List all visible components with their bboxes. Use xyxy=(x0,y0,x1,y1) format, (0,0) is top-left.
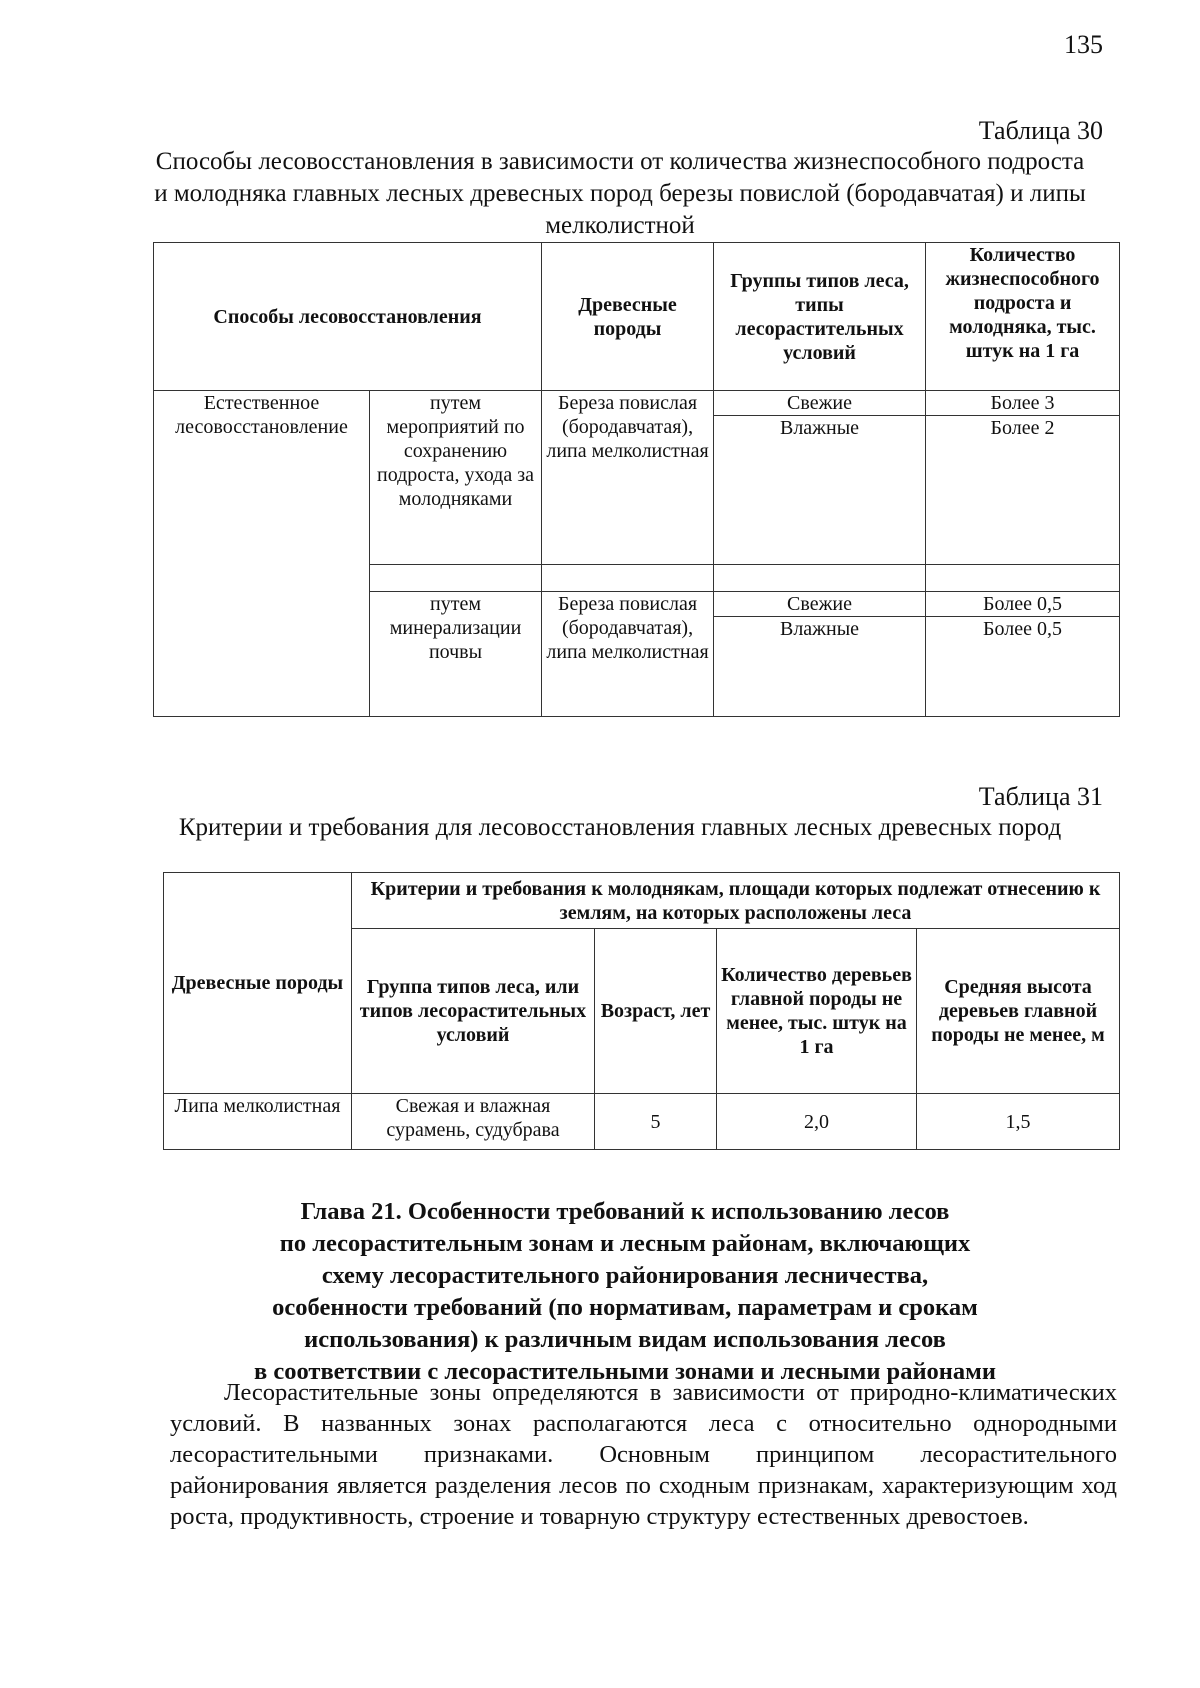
header-forest-groups: Группы типов леса, типы лесорастительных условий xyxy=(714,243,926,391)
table-row xyxy=(164,1094,1120,1150)
table-30-number: Таблица 30 xyxy=(978,116,1103,145)
cell-empty xyxy=(714,565,926,592)
header-species: Древесные породы xyxy=(542,243,714,391)
cell-forest-group: Свежая и влажная сурамень, судубрава xyxy=(352,1094,595,1150)
cell-submethod-2: путем минерализации почвы xyxy=(370,592,542,717)
cell-quantity-fresh-2: Более 0,5 xyxy=(926,592,1120,617)
table-31 xyxy=(163,872,1120,1150)
cell-method-type: Естественное лесовосстановление xyxy=(154,391,370,717)
header-quantity: Количество жизнеспособного подроста и молодняка, тыс. штук на 1 га xyxy=(926,243,1120,391)
header-species: Древесные породы xyxy=(164,873,352,1094)
cell-quantity-fresh-1: Более 3 xyxy=(926,391,1120,416)
page-number: 135 xyxy=(1064,30,1103,59)
cell-condition-fresh-1: Свежие xyxy=(714,391,926,416)
cell-condition-moist-2: Влажные xyxy=(714,617,926,717)
chapter-heading-line: особенности требований (по нормативам, параметрам и срокам xyxy=(272,1294,978,1321)
table-30-title: Способы лесовосстановления в зависимости от количества жизнеспособного подроста и молодняка главных лесных древесных пород березы повислой (бородавчатая) и липы мелколистной xyxy=(154,148,1086,239)
header-age: Возраст, лет xyxy=(595,929,717,1094)
cell-tree-count: 2,0 xyxy=(717,1094,917,1150)
cell-submethod-1: путем мероприятий по сохранению подроста, ухода за молодняками xyxy=(370,391,542,565)
cell-species: Липа мелколистная xyxy=(164,1094,352,1150)
chapter-heading-line: использования) к различным видам использования лесов xyxy=(304,1326,946,1353)
cell-condition-moist-1: Влажные xyxy=(714,416,926,565)
header-methods: Способы лесовосстановления xyxy=(154,243,542,391)
cell-average-height: 1,5 xyxy=(917,1094,1120,1150)
header-tree-count: Количество деревьев главной породы не менее, тыс. штук на 1 га xyxy=(717,929,917,1094)
cell-quantity-moist-2: Более 0,5 xyxy=(926,617,1120,717)
cell-condition-fresh-2: Свежие xyxy=(714,592,926,617)
body-paragraph: Лесорастительные зоны определяются в зависимости от природно-климатических условий. В названных зонах располагаются леса с относительно однородными лесорастительными признаками. Основным принципом лесорастительного районирования является разделения лесов по сходным признакам, характеризующим ход роста, продуктивность, строение и товарную структуру естественных древостоев. xyxy=(170,1379,1117,1530)
header-average-height: Средняя высота деревьев главной породы не менее, м xyxy=(917,929,1120,1094)
cell-empty xyxy=(926,565,1120,592)
table-31-title: Критерии и требования для лесовосстановления главных лесных древесных пород xyxy=(178,814,1062,841)
chapter-heading-line: схему лесорастительного районирования лесничества, xyxy=(321,1262,929,1289)
header-forest-group: Группа типов леса, или типов лесорастительных условий xyxy=(352,929,595,1094)
chapter-heading-line: по лесорастительным зонам и лесным районам, включающих xyxy=(279,1230,971,1257)
cell-empty xyxy=(542,565,714,592)
table-30 xyxy=(153,242,1120,717)
table-31-number: Таблица 31 xyxy=(978,782,1103,811)
cell-species-1: Береза повислая (бородавчатая), липа мелколистная xyxy=(542,391,714,565)
chapter-heading-line: Глава 21. Особенности требований к использованию лесов xyxy=(300,1198,950,1225)
cell-quantity-moist-1: Более 2 xyxy=(926,416,1120,565)
header-criteria: Критерии и требования к молоднякам, площади которых подлежат отнесению к землям, на которых расположены леса xyxy=(352,873,1120,929)
chapter-heading xyxy=(150,1196,1100,1388)
cell-age: 5 xyxy=(595,1094,717,1150)
cell-empty xyxy=(370,565,542,592)
cell-species-2: Береза повислая (бородавчатая), липа мелколистная xyxy=(542,592,714,717)
chapter-heading-line: в соответствии с лесорастительными зонами и лесными районами xyxy=(254,1358,996,1385)
